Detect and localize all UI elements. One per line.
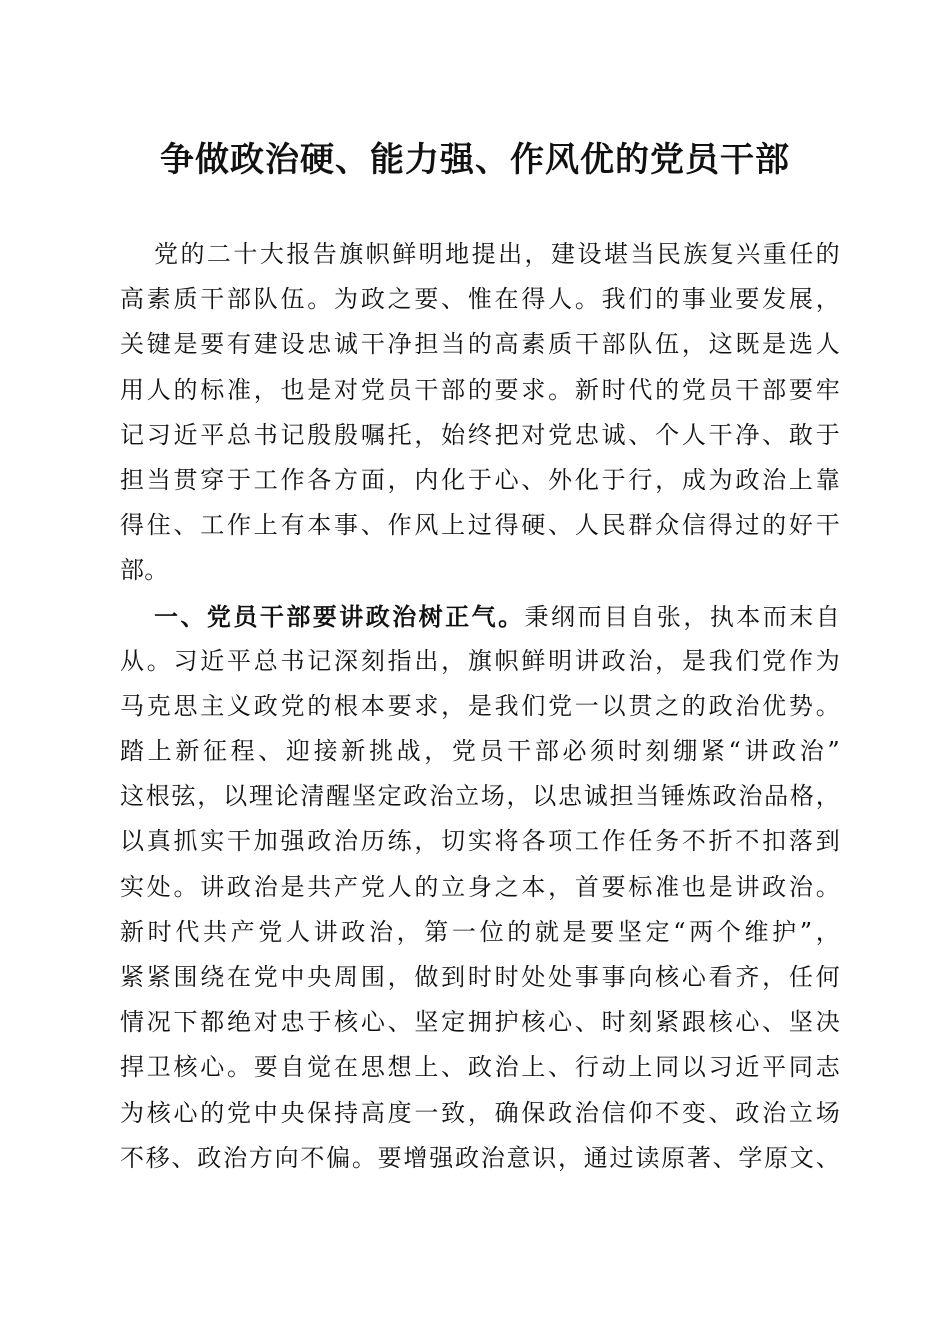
paragraph-line: 记习近平总书记殷殷嘱托，始终把对党忠诚、个人干净、敢于 (120, 420, 840, 449)
paragraph-line: 从。习近平总书记深刻指出，旗帜鲜明讲政治，是我们党作为 (120, 646, 840, 675)
paragraph-line: 实处。讲政治是共产党人的立身之本，首要标准也是讲政治。 (120, 872, 840, 901)
paragraph-line: 紧紧围绕在党中央周围，做到时时处处事事向核心看齐，任何 (120, 963, 840, 991)
paragraph-line: 党的二十大报告旗帜鲜明地提出，建设堪当民族复兴重任的 (154, 240, 840, 268)
paragraph-line: 担当贯穿于工作各方面，内化于心、外化于行，成为政治上靠 (120, 465, 840, 494)
paragraph-line: 这根弦，以理论清醒坚定政治立场，以忠诚担当锤炼政治品格， (120, 782, 840, 811)
paragraph-line: 为核心的党中央保持高度一致，确保政治信仰不变、政治立场 (120, 1098, 840, 1127)
paragraph-line: 情况下都绝对忠于核心、坚定拥护核心、时刻紧跟核心、坚决 (120, 1008, 840, 1037)
document-title: 争做政治硬、能力强、作风优的党员干部 (160, 140, 790, 180)
paragraph-line (120, 594, 840, 639)
paragraph-line: 马克思主义政党的根本要求，是我们党一以贯之的政治优势。 (120, 691, 840, 720)
paragraph-line: 关键是要有建设忠诚干净担当的高素质干部队伍，这既是选人 (120, 330, 840, 359)
paragraph-line: 以真抓实干加强政治历练，切实将各项工作任务不折不扣落到 (120, 827, 840, 856)
paragraph-line: 踏上新征程、迎接新挑战，党员干部必须时刻绷紧“讲政治” (120, 737, 840, 766)
section-heading: 一、党员干部要讲政治树正气。 (154, 601, 525, 631)
paragraph-line: 部。 (120, 556, 169, 585)
document-body (120, 232, 840, 1181)
paragraph-line: 捍卫核心。要自觉在思想上、政治上、行动上同以习近平同志 (120, 1053, 840, 1082)
paragraph-line: 用人的标准，也是对党员干部的要求。新时代的党员干部要牢 (120, 375, 840, 404)
paragraph-text: 秉纲而目自张，执本而末自 (524, 602, 840, 631)
paragraph-line: 得住、工作上有本事、作风上过得硬、人民群众信得过的好干 (120, 511, 840, 540)
paragraph-line: 不移、政治方向不偏。要增强政治意识，通过读原著、学原文、 (120, 1143, 840, 1172)
paragraph-line: 高素质干部队伍。为政之要、惟在得人。我们的事业要发展， (120, 285, 840, 314)
paragraph-line: 新时代共产党人讲政治，第一位的就是要坚定“两个维护”， (120, 917, 840, 946)
